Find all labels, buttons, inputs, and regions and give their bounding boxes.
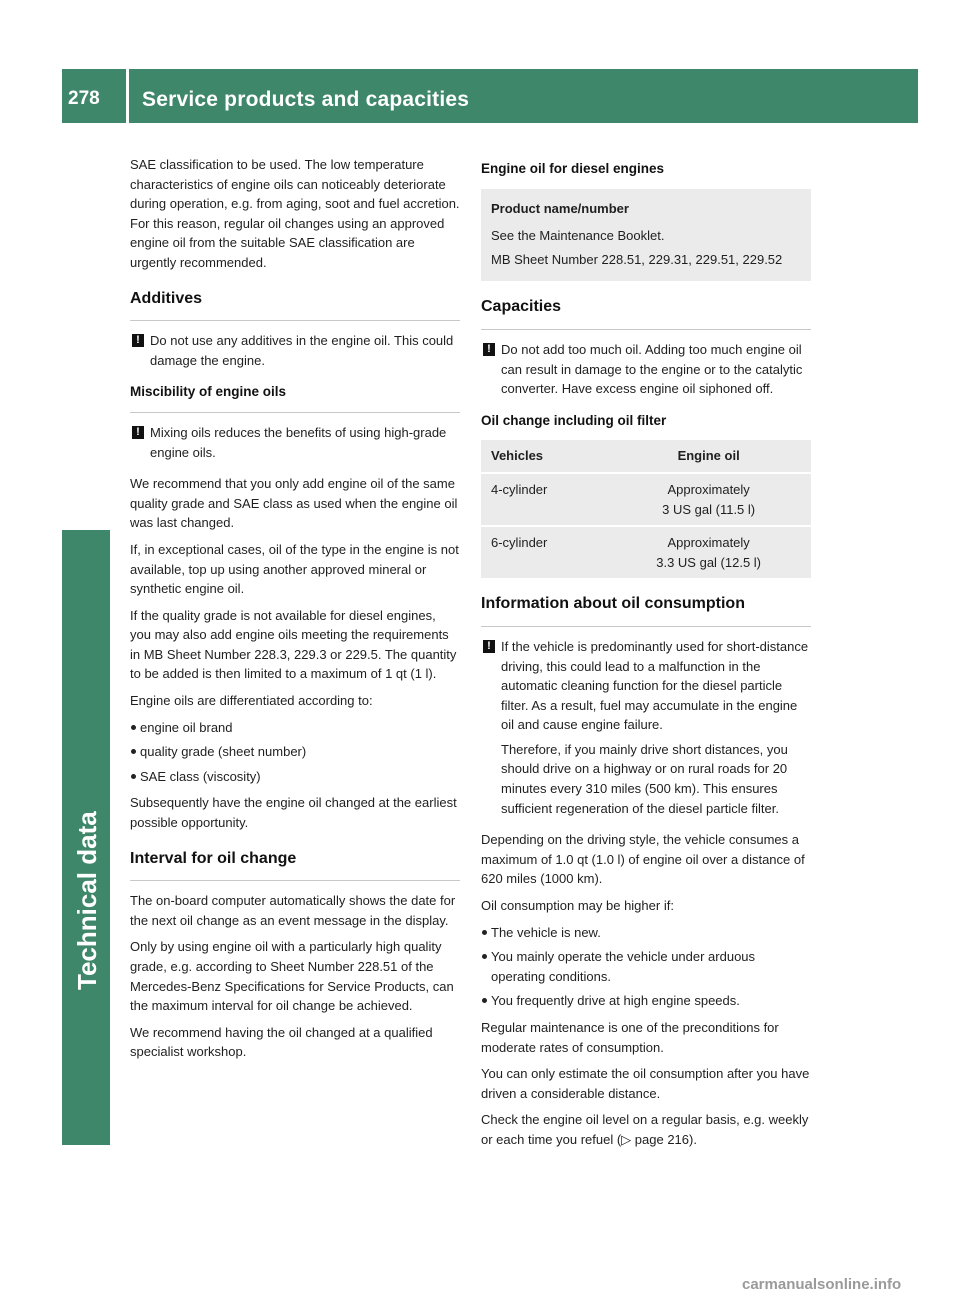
list-item: You mainly operate the vehicle under arduous operating conditions. [481,947,811,986]
header-divider [126,69,129,123]
list-item: engine oil brand [130,718,460,738]
page-title: Service products and capacities [142,88,470,111]
table-row [481,526,811,578]
list-item: SAE class (viscosity) [130,767,460,787]
list-item: You frequently drive at high engine speeds. [481,991,811,1011]
warning-icon: ! [483,640,495,653]
miscibility-heading: Miscibility of engine oils [130,384,287,400]
capacity-table [481,440,811,578]
bullet-list [130,718,460,787]
product-box [481,189,811,282]
additives-heading: Additives [130,289,203,307]
bullet-list [481,923,811,1011]
oil-line: 3.3 US gal (12.5 l) [656,554,762,570]
capacities-heading: Capacities [481,298,562,316]
note-text: Do not use any additives in the engine oil. This could damage the engine. [150,333,454,368]
additives-note [130,331,460,370]
paragraph: The on-board computer automatically shows the date for the next oil change as an event message in the display. [130,893,456,928]
right-column [481,155,811,1157]
oil-line: Approximately [667,535,750,551]
paragraph: Engine oils are differentiated according to: [130,693,373,709]
interval-heading: Interval for oil change [130,849,297,867]
paragraph: Subsequently have the engine oil changed at the earliest possible opportunity. [130,795,457,831]
consumption-note [481,637,811,818]
paragraph: Regular maintenance is one of the preconditions for moderate rates of consumption. [481,1020,779,1055]
section-rule [481,626,811,627]
paragraph: Check the engine oil level on a regular basis, e.g. weekly or each time you refuel (▷ page 216). [481,1112,809,1147]
product-box-heading: Product name/number [491,200,629,216]
paragraph: If the quality grade is not available for diesel engines, you may also add engine oils meeting the requirements in MB Sheet Number 228.3, 229.3 or 229.5. The quantity to be added is then limited to a maximum of 1 qt (1 l). [130,607,457,682]
side-tab-label: Technical data [72,811,102,990]
oil-line: 3 US gal (11.5 l) [662,501,756,517]
oil-line: Approximately [667,481,750,497]
capacities-note [481,340,811,399]
table-cell-oil [606,526,811,578]
table-header-row [481,440,811,473]
warning-icon: ! [132,334,144,347]
paragraph: Oil consumption may be higher if: [481,898,674,914]
table-cell-vehicle: 4-cylinder [481,473,606,526]
table-header-vehicles: Vehicles [481,440,606,473]
oil-change-subheading: Oil change including oil filter [481,412,667,428]
paragraph: If, in exceptional cases, oil of the type in the engine is not available, top up using another approved mineral or synthetic engine oil. [130,541,459,597]
section-rule [481,329,811,330]
table-row [481,473,811,526]
watermark: carmanualsonline.info [742,1276,902,1293]
miscibility-note [130,423,460,462]
oil-consumption-heading: Information about oil consumption [481,595,745,613]
paragraph: We recommend having the oil changed at a qualified specialist workshop. [130,1024,433,1060]
product-box-line: See the Maintenance Booklet. [491,228,665,244]
note-text: Mixing oils reduces the benefits of using high-grade engine oils. [150,424,447,460]
warning-icon: ! [483,343,495,356]
intro-paragraph: SAE classification to be used. The low temperature characteristics of engine oils can noticeably deteriorate during operation, e.g. from aging, soot and fuel accretion. For this reason, regular oil changes using an approved engine oil from the suitable SAE classification are urgently recommended. [130,157,460,270]
product-box-line: MB Sheet Number 228.51, 229.31, 229.51, 229.52 [491,251,783,267]
note-text: If the vehicle is predominantly used for short-distance driving, this could lead to a malfunction in the automatic cleaning function for the diesel particle filter. As a result, fuel may accumulate in the engine oil and cause engine failure. [501,638,809,733]
left-column [130,155,460,1069]
table-cell-oil [606,473,811,526]
paragraph: We recommend that you only add engine oil of the same quality grade and SAE class as used when the engine oil was last changed. [130,476,458,531]
list-item: quality grade (sheet number) [130,742,460,762]
paragraph: Only by using engine oil with a particularly high quality grade, e.g. according to Sheet Number 228.51 of the Mercedes-Benz Specifications for Service Products, can the maximum interval for oil change be achieved. [130,939,454,1014]
page-number: 278 [68,88,100,109]
paragraph: Depending on the driving style, the vehicle consumes a maximum of 1.0 qt (1.0 l) of engine oil over a distance of 620 miles (1000 km). [481,832,805,887]
list-item: The vehicle is new. [481,923,811,943]
note-text: Therefore, if you mainly drive short distances, you should drive on a highway or on rural roads for 20 minutes every 310 miles (500 km). This ensures sufficient regeneration of the diesel particle filter. [501,741,788,816]
table-header-engine-oil: Engine oil [606,440,811,473]
paragraph: You can only estimate the oil consumption after you have driven a considerable distance. [481,1066,810,1101]
note-text: Do not add too much oil. Adding too much engine oil can result in damage to the engine or to the catalytic converter. Have excess engine oil siphoned off. [501,341,803,397]
section-rule [130,880,460,881]
diesel-oil-heading: Engine oil for diesel engines [481,161,665,176]
section-rule [130,412,460,413]
table-cell-vehicle: 6-cylinder [481,526,606,578]
warning-icon: ! [132,426,144,439]
section-rule [130,320,460,321]
